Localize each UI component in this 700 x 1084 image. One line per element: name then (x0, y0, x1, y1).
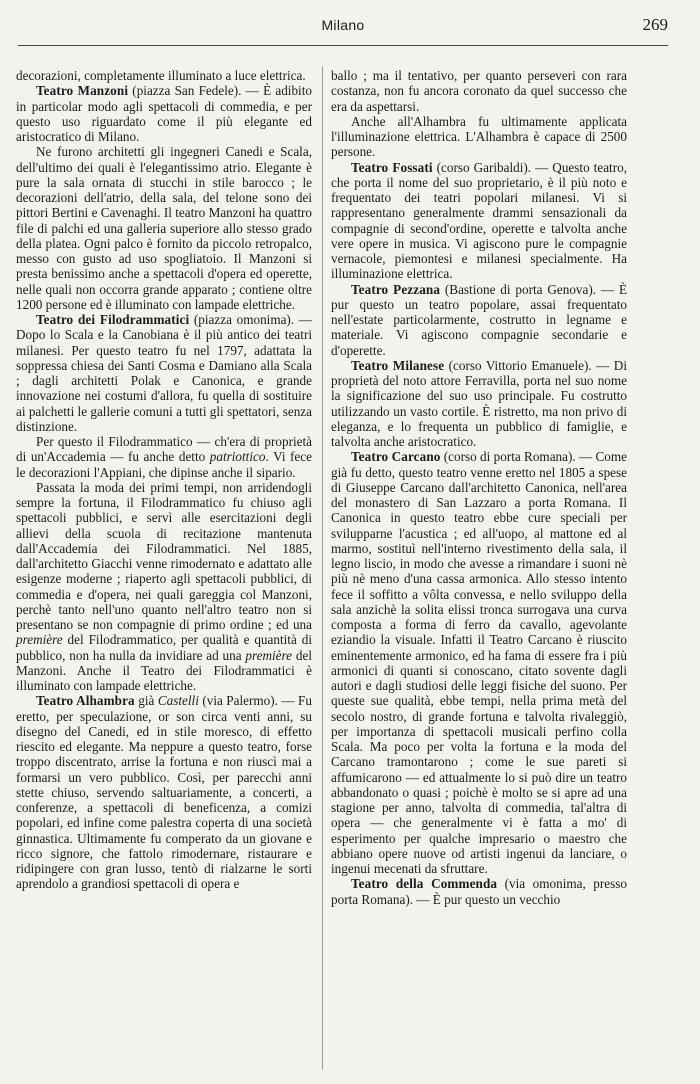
page-number: 269 (642, 15, 668, 34)
body-text: del Manzoni. Anche il Teatro dei Filodrammatici è illuminato con lampade elettriche. (16, 647, 312, 693)
theatre-name: Teatro Alhambra (36, 693, 135, 709)
body-text: (via Palermo). — Fu eretto, per speculazione, or son circa venti anni, su disegno del Canedi, ed in stile moresco, di effetto riescito ed elegante. Ma neppure a questo teatro, forse troppo discentrato, arrise la fortuna e non riuscì mai a formarsi un vero pubblico. Così, per parecchi anni stette chiuso, servendo saltuariamente, a concerti, a conferenze, a spettacoli di beneficenza, a comizi popolari, ed infine come palestra coperta di una società ginnastica. Ultimamente fu comperato da un giovane e ricco signore, che fattolo rimodernare, ristaurare e ridipingere con gran lusso, tentò di rialzarne le sorti aprendolo a grandiosi spettacoli di opera e (16, 693, 312, 892)
left-column (16, 68, 312, 892)
body-text: già (134, 693, 158, 709)
theatre-entry (331, 282, 627, 358)
theatre-entry (331, 160, 627, 282)
column-divider (322, 66, 323, 1070)
italic-text: première (245, 647, 293, 663)
theatre-name: Teatro dei Filodrammatici (36, 312, 190, 327)
body-text: (piazza San Fedele). — È adibito in particolar modo agli spettacoli di commedia, e per questo uso riguardato come il più elegante ed aristocratico di Milano. (16, 83, 312, 144)
italic-text: première (16, 632, 63, 648)
body-text: . Vi fece le decorazioni l'Appiani, che dipinse anche il sipario. (16, 449, 312, 480)
paragraph (16, 434, 312, 480)
theatre-name: Teatro della Commenda (351, 876, 498, 892)
theatre-name: Teatro Manzoni (36, 83, 129, 99)
body-text: (Bastione di porta Genova). — È pur questo un teatro popolare, assai frequentato nell'estate particolarmente, costrutto in legname e materiale. Vi agiscono compagnie secondarie e d'operette. (331, 281, 627, 358)
italic-text: patriottico (209, 449, 266, 465)
page-header (18, 12, 668, 40)
body-text: Passata la moda dei primi tempi, non arridendogli sempre la fortuna, il Filodrammatico fu chiuso agli spettacoli pubblici, e servì alle esercitazioni degli allievi della scuola di recitazione mantenuta dall'Accademia dei Filodrammatici. Nel 1885, dall'architetto Giacchi venne rimodernato e adattato alle esigenze moderne ; riaperto agli spettacoli pubblici, di commedia e d'opera, nei quali gareggia col Manzoni, perchè tanto nell'uno quanto nell'altro teatro non si presentano se non compagnie di primo ordine ; ed una (16, 479, 312, 632)
body-text: del Filodrammatico, per qualità e quantità di pubblico, non ha nulla da invidiare ad una (16, 632, 312, 663)
continued-paragraph (331, 68, 627, 114)
italic-text: Castelli (157, 693, 199, 709)
paragraph (331, 114, 627, 160)
theatre-name: Teatro Fossati (351, 159, 433, 175)
header-rule (18, 45, 668, 46)
theatre-name: Teatro Milanese (351, 357, 445, 373)
theatre-entry (16, 693, 312, 891)
theatre-name: Teatro Pezzana (351, 281, 441, 297)
paragraph (16, 480, 312, 694)
theatre-entry (16, 312, 312, 434)
body-text: (piazza omonima). — Dopo lo Scala e la Canobiana è il più antico dei teatri milanesi. Per questo teatro fu nel 1797, adattata la soppressa chiesa dei Santi Cosma e Damiano alla Scala ; dagli architetti Polak e Canonica, e grande innovazione nei costumi d'allora, fu quella di sostituire ai palchetti le gallerie comuni a tutti gli spettatori, senza distinzione. (16, 312, 312, 434)
running-title: Milano (321, 17, 365, 33)
body-text: Per questo il Filodrammatico — ch'era di proprietà di un'Accademia — fu anche detto (16, 434, 312, 465)
body-text: Anche all'Alhambra fu ultimamente applicata l'illuminazione elettrica. L'Alhambra è capace di 2500 persone. (331, 113, 627, 160)
theatre-entry (16, 83, 312, 144)
body-text: Ne furono architetti gli ingegneri Canedi e Scala, dell'ultimo dei quali è l'elegantissimo atrio. Elegante è pure la sala ornata di stucchi in stile barocco ; le decorazioni dell'atrio, della sala, del telone sono dei pittori Bertini e Cavenaghi. Il teatro Manzoni ha quattro file di palchi ed una galleria superiore allo stesso grado della platea. Ogni palco è fornito da piccolo retropalco, messo con gusto ad uso spogliatoio. Il Manzoni si presta benissimo anche a spettacoli d'opera ed operette, nelle quali non occorra grande apparato ; contiene oltre 1200 persone ed è illuminato con lampade elettriche. (16, 144, 312, 312)
right-column (331, 68, 627, 907)
theatre-entry (331, 358, 627, 450)
paragraph (16, 144, 312, 312)
body-text: (corso di porta Romana). — Come già fu detto, questo teatro venne eretto nel 1805 a spese di Giuseppe Carcano dall'architetto Canonica, nell'area del monastero di San Lazzaro a porta Romana. Il Canonica in questo teatro ebbe cure speciali per svilupparne l'acustica ; ed all'uopo, al mattone ed al marmo, sostituì nell'interno rivestimento della sala, il legno liscio, in modo che avesse a rimandare i suoni nè più nè meno d'una cassa armonica. Allo stesso intento fece il soffitto a vôlta convessa, e nello sviluppo della sala anzichè la solita elissi tronca surrogava una curva composta a forma di ferro da cavallo, agevolante eziandio la visuale. Infatti il Teatro Carcano è riuscito eminentemente armonico, ed ha fama di essere fra i più armonici di quanti si conoscano, citato sovente dagli autori e dagli studiosi delle leggi fisiche del suono. Per queste sue qualità, ebbe tempi, nella prima metà del secolo nostro, di grande fortuna e talvolta rivaleggiò, per importanza di spettacoli musicali perfino colla Scala. Ma poco per volta la fortuna e la moda del Carcano tramontarono ; come le sue pareti si affumicarono — ed attualmente lo si può dire un teatro abbandonato o quasi ; poichè è molto se si apre ad una stagione per anno, talvolta di commedia, tal'altra di opera — che generalmente vi è fatta a mo' di esperimento per qualche impresario o maestro che abbiano opere nuove od artisti ingenui da lanciare, o ingenui mecenati da sfruttare. (331, 449, 628, 876)
body-text: ballo ; ma il tentativo, per quanto perseveri con rara costanza, non fu ancora coronato da quel successo che era da aspettarsi. (331, 68, 627, 114)
continued-paragraph (16, 68, 312, 83)
body-text: (corso Garibaldi). — Questo teatro, che porta il nome del suo proprietario, è il più noto e frequentato dei teatri popolari milanesi. Vi si rappresentano generalmente drammi sensazionali da compagnie di second'ordine, operette e talvolta anche vere opere in musica. Vi agiscono pure le compagnie vernacole, piemontesi e milanesi specialmente. Ha illuminazione elettrica. (331, 159, 627, 282)
theatre-entry (331, 449, 627, 876)
theatre-name: Teatro Carcano (351, 449, 441, 465)
body-text: (via omonima, presso porta Romana). — È pur questo un vecchio (331, 876, 628, 907)
body-text: (corso Vittorio Emanuele). — Di proprietà del noto attore Ferravilla, porta nel suo nome la significazione del suo uso principale. Fu costrutto utilizzando un vasto cortile. È ristretto, ma non privo di eleganza, e lo frequenta un pubblico di famiglie, e talvolta anche aristocratico. (331, 357, 627, 449)
body-text: decorazioni, completamente illuminato a luce elettrica. (16, 68, 306, 83)
theatre-entry (331, 876, 627, 907)
